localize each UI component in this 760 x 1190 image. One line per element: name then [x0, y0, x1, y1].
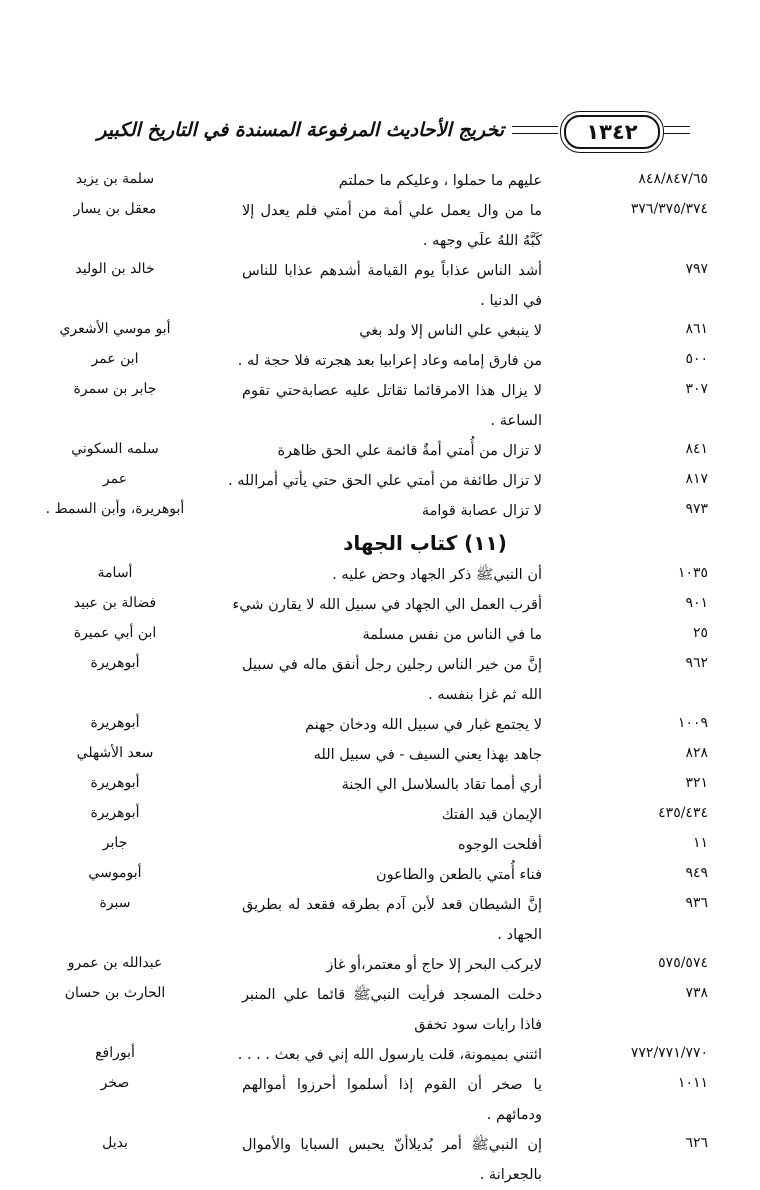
narrator-name: الحارث بن حسان [64, 985, 166, 1001]
hadith-row [0, 256, 760, 316]
hadith-row [0, 950, 760, 980]
hadith-reference-number: ٥٧٥/٥٧٤ [658, 955, 708, 971]
narrator-name: أبوموسي [88, 865, 142, 881]
narrator-name: أبوهريرة [90, 775, 140, 791]
hadith-reference-number: ٨٢٨ [685, 745, 708, 761]
hadith-reference-number: ١٠١١ [677, 1075, 708, 1091]
hadith-reference-number: ٩٧٣ [685, 501, 708, 517]
hadith-text: الإيمان قيد الفتك [441, 807, 542, 823]
page-number: ١٣٤٢ [564, 115, 660, 149]
narrator-name: سلمة بن يزيد [75, 171, 155, 187]
narrator-name: عمر [102, 471, 128, 487]
hadith-reference-number: ٨٦١ [685, 321, 708, 337]
narrator-name: أسامة [97, 565, 133, 581]
hadith-text: ما في الناس من نفس مسلمة [362, 627, 542, 643]
hadith-text: أفلحت الوجوه [458, 837, 542, 853]
hadith-reference-number: ١١ [692, 835, 708, 851]
hadith-row [0, 620, 760, 650]
hadith-reference-number: ٩٣٦ [685, 895, 708, 911]
hadith-text: إنَّ من خير الناس رجلين رجل أنفق ماله في سبيل الله ثم غزا بنفسه . [242, 657, 542, 703]
hadith-row [0, 1040, 760, 1070]
hadith-text: من فارق إمامه وعاد إعرابيا بعد هجرته فلا حجة له . [237, 353, 542, 369]
hadith-text: لا يزال هذا الامرقائما تقاتل عليه عصابةحتي تقوم الساعة . [242, 383, 542, 429]
narrator-name: بديل [102, 1135, 128, 1151]
rows-after-section [0, 560, 760, 1190]
narrator-name: فضالة بن عبيد [73, 595, 157, 611]
hadith-row [0, 770, 760, 800]
hadith-reference-number: ٩٤٩ [685, 865, 708, 881]
narrator-name: سعد الأشهلي [76, 745, 154, 761]
hadith-row [0, 316, 760, 346]
narrator-name: أبوهريرة [90, 655, 140, 671]
hadith-reference-number: ٧٣٨ [685, 985, 708, 1001]
hadith-text: لا تزال من أُمتي أمةٌ قائمة علي الحق ظاهرة [277, 443, 542, 459]
page-header [70, 112, 690, 152]
hadith-reference-number: ٩٠١ [685, 595, 708, 611]
hadith-reference-number: ٩٦٢ [685, 655, 708, 671]
header-rule-right [664, 126, 690, 134]
running-title: تخريج الأحاديث المرفوعة المسندة في التاريخ الكبير [97, 119, 504, 141]
narrator-name: أبوهريرة [90, 715, 140, 731]
hadith-reference-number: ٢٥ [692, 625, 708, 641]
hadith-text: لا يجتمع غبار في سبيل الله ودخان جهنم [305, 717, 542, 733]
narrator-name: صخر [100, 1075, 130, 1091]
narrator-name: أبوهريرة، وأبن السمط . [45, 501, 185, 517]
hadith-reference-number: ٦٢٦ [685, 1135, 708, 1151]
hadith-text: إنَّ الشيطان قعد لأبن آدم بطرقه فقعد له بطريق الجهاد . [242, 897, 542, 943]
narrator-name: أبورافع [95, 1045, 135, 1061]
hadith-text: فناء أُمتي بالطعن والطاعون [376, 867, 542, 883]
hadith-row [0, 346, 760, 376]
header-rule-middle [512, 126, 558, 134]
hadith-row [0, 740, 760, 770]
hadith-row [0, 376, 760, 436]
hadith-text: أن النبيﷺ ذكر الجهاد وحض عليه . [332, 567, 542, 583]
hadith-row [0, 890, 760, 950]
hadith-text: أقرب العمل الي الجهاد في سبيل الله لا يقارن شيء [232, 597, 542, 613]
narrator-name: معقل بن يسار [73, 201, 157, 217]
hadith-reference-number: ٧٩٧ [685, 261, 708, 277]
narrator-name: عبدالله بن عمرو [67, 955, 163, 971]
rows-before-section [0, 166, 760, 526]
hadith-row [0, 800, 760, 830]
narrator-name: ابن عمر [91, 351, 139, 367]
narrator-name: خالد بن الوليد [75, 261, 155, 277]
hadith-row [0, 980, 760, 1040]
hadith-text: دخلت المسجد فرأيت النبيﷺ قائما علي المنبر فاذا رايات سود تخفق [242, 987, 542, 1033]
narrator-name: أبو موسي الأشعري [59, 321, 171, 337]
hadith-row [0, 436, 760, 466]
hadith-row [0, 830, 760, 860]
narrator-name: أبوهريرة [90, 805, 140, 821]
hadith-text: إن النبيﷺ أمر بُديلاأنّ يحبس السبايا والأموال بالجعرانة . [242, 1137, 542, 1183]
hadith-row [0, 1070, 760, 1130]
hadith-reference-number: ٤٣٥/٤٣٤ [658, 805, 708, 821]
hadith-row [0, 496, 760, 526]
hadith-text: لا تزال عصابة قوامة [421, 503, 542, 519]
hadith-text: عليهم ما حملوا ، وعليكم ما حملتم [338, 173, 542, 189]
narrator-name: جابر [102, 835, 128, 851]
hadith-row [0, 196, 760, 256]
hadith-text: ائتني بميمونة، قلت يارسول الله إني في بعث . . . . [237, 1047, 542, 1063]
hadith-reference-number: ٥٠٠ [685, 351, 708, 367]
hadith-reference-number: ٨٤١ [685, 441, 708, 457]
hadith-reference-number: ٣٧٦/٣٧٥/٣٧٤ [630, 201, 708, 217]
hadith-reference-number: ٨١٧ [685, 471, 708, 487]
narrator-name: سبرة [99, 895, 131, 911]
hadith-text: أشد الناس عذاباً يوم القيامة أشدهم عذابا للناس في الدنيا . [242, 263, 542, 309]
section-heading [0, 526, 760, 560]
hadith-row [0, 166, 760, 196]
hadith-row [0, 1130, 760, 1190]
narrator-name: جابر بن سمرة [73, 381, 157, 397]
hadith-reference-number: ٣٢١ [685, 775, 708, 791]
hadith-text: أري أمما تقاد بالسلاسل الي الجنة [341, 777, 542, 793]
hadith-row [0, 650, 760, 710]
hadith-text: لا تزال طائفة من أمتي علي الحق حتي يأتي أمرالله . [228, 473, 542, 489]
hadith-reference-number: ١٠٣٥ [677, 565, 708, 581]
hadith-row [0, 860, 760, 890]
hadith-reference-number: ١٠٠٩ [677, 715, 708, 731]
hadith-index-list [0, 166, 760, 1190]
narrator-name: سلمه السكوني [71, 441, 159, 457]
hadith-row [0, 560, 760, 590]
narrator-name: ابن أبي عميرة [73, 625, 157, 641]
hadith-text: ما من وال يعمل علي أمة من أمتي فلم يعدل إلا كَبَّهُ اللهُ علَي وجهه . [242, 203, 542, 249]
hadith-text: لا ينبغي علي الناس إلا ولد بغي [359, 323, 542, 339]
hadith-text: لايركب البحر إلا حاج أو معتمر،أو غاز [326, 957, 542, 973]
section-heading-text: (١١) كتاب الجهاد [343, 531, 507, 555]
hadith-reference-number: ٨٤٨/٨٤٧/٦٥ [638, 171, 708, 187]
hadith-reference-number: ٣٠٧ [685, 381, 708, 397]
hadith-row [0, 710, 760, 740]
hadith-reference-number: ٧٧٢/٧٧١/٧٧٠ [630, 1045, 708, 1061]
hadith-row [0, 590, 760, 620]
hadith-row [0, 466, 760, 496]
hadith-text: يا صخر أن القوم إذا أسلموا أحرزوا أموالهم ودمائهم . [242, 1077, 542, 1123]
hadith-text: جاهد بهذا يعني السيف - في سبيل الله [313, 747, 542, 763]
